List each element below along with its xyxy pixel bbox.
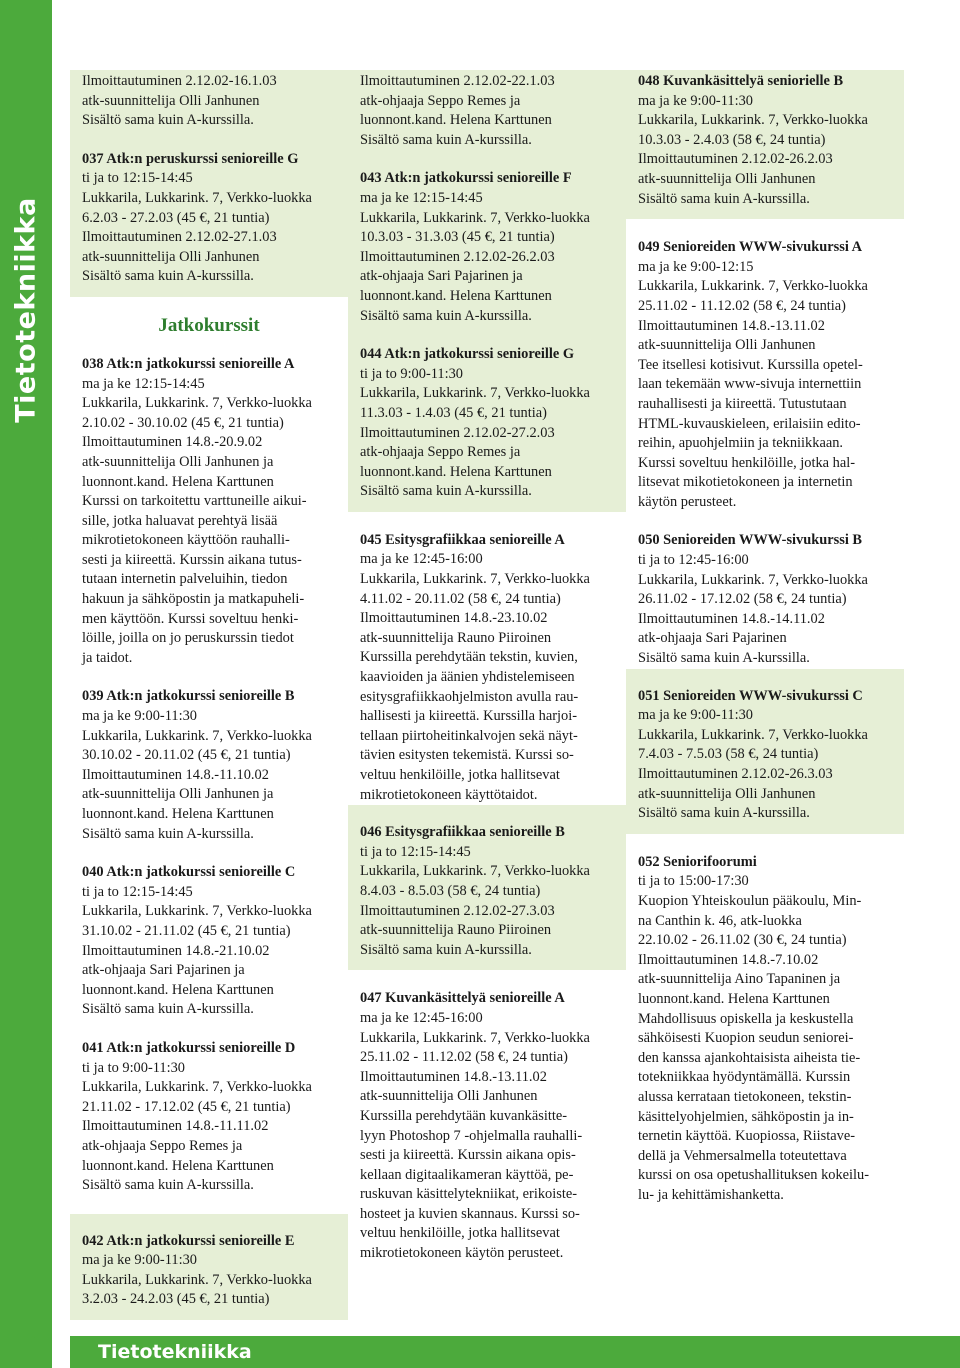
text-line: luonnont.kand. Helena Karttunen	[82, 981, 274, 998]
course-038	[82, 355, 336, 669]
text-line: Ilmoittautuminen 2.12.02-27.2.03	[360, 424, 555, 441]
text-line: Lukkarila, Lukkarink. 7, Verkko-luokka	[360, 571, 590, 588]
text-line: hallisesti ja kiireettä. Kurssilla harjoi-	[360, 708, 577, 725]
text-line: men käyttöön. Kurssi soveltuu henki-	[82, 610, 299, 627]
course-050	[638, 531, 892, 668]
text-line: Lukkarila, Lukkarink. 7, Verkko-luokka	[638, 112, 868, 129]
text-line: Kurssi on tarkoitettu varttuneille aikui-	[82, 493, 307, 510]
text-line: 2.10.02 - 30.10.02 (45 €, 21 tuntia)	[82, 414, 284, 431]
text-line: Ilmoittautuminen 14.8.-14.11.02	[638, 610, 825, 627]
text-line: ma ja ke 9:00-11:30	[82, 708, 197, 725]
text-line: Lukkarila, Lukkarink. 7, Verkko-luokka	[82, 1271, 312, 1288]
text-line: luonnont.kand. Helena Karttunen	[360, 463, 552, 480]
course-042	[70, 1214, 348, 1320]
course-title: 038 Atk:n jatkokurssi senioreille A	[82, 355, 295, 372]
text-line: Sisältö sama kuin A-kurssilla.	[82, 825, 254, 842]
course-title: 047 Kuvankäsittelyä senioreille A	[360, 990, 565, 1007]
text-line: laan tekemään www-sivuja internettiin	[638, 376, 862, 393]
course-title: 048 Kuvankäsittelyä seniorielle B	[638, 73, 844, 89]
text-line: Lukkarila, Lukkarink. 7, Verkko-luokka	[360, 385, 590, 402]
text-line: alussa kerrataan tietokoneen, tekstin-	[638, 1088, 852, 1105]
course-title: 051 Senioreiden WWW-sivukurssi C	[638, 687, 863, 704]
text-line: dellä ja Vehmersalmella toteutettava	[638, 1147, 847, 1164]
text-line: Ilmoittautuminen 2.12.02-27.1.03	[82, 229, 277, 246]
course-title: 049 Senioreiden WWW-sivukurssi A	[638, 239, 863, 256]
course-052	[638, 853, 892, 1206]
text-line: Sisältö sama kuin A-kurssilla.	[360, 131, 532, 148]
text-line: Ilmoittautuminen 2.12.02-16.1.03	[82, 73, 277, 89]
text-line: luonnont.kand. Helena Karttunen	[82, 806, 274, 822]
text-line: mikrotietokoneen käyttöön rauhalli-	[82, 532, 290, 549]
text-line: Lukkarila, Lukkarink. 7, Verkko-luokka	[360, 863, 590, 880]
text-line: reihin, apuohjelmiin ja tekniikkaan.	[638, 435, 844, 452]
text-line: Lukkarila, Lukkarink. 7, Verkko-luokka	[360, 209, 590, 226]
text-line: 31.10.02 - 21.11.02 (45 €, 21 tuntia)	[82, 922, 291, 939]
text-line: tutaan internetin palveluihin, tiedon	[82, 571, 288, 588]
text-line: Tee itsellesi kotisivut. Kurssilla opetel-	[638, 356, 863, 373]
text-line: Lukkarila, Lukkarink. 7, Verkko-luokka	[82, 903, 312, 920]
text-line: atk-suunnittelija Olli Janhunen	[638, 170, 816, 187]
course-048	[626, 70, 904, 219]
text-line: ti ja to 9:00-11:30	[360, 365, 463, 382]
text-line: Lukkarila, Lukkarink. 7, Verkko-luokka	[638, 278, 868, 295]
course-045	[360, 531, 614, 805]
text-line: atk-suunnittelija Rauno Piiroinen	[360, 629, 552, 646]
text-line: ma ja ke 9:00-11:30	[638, 92, 753, 109]
plain-box	[348, 970, 626, 1263]
text-line: totekniikkaa hyödyntämällä. Kurssin	[638, 1069, 851, 1086]
text-line: ma ja ke 12:45-16:00	[360, 1009, 483, 1026]
text-line: 4.11.02 - 20.11.02 (58 €, 24 tuntia)	[360, 590, 561, 607]
intro-block	[82, 72, 336, 131]
text-line: Kuopion Yhteiskoulun pääkoulu, Min-	[638, 892, 862, 909]
text-line: tellaan piirtoheitinkalvojen sekä näyt-	[360, 727, 578, 744]
text-line: atk-suunnittelija Olli Janhunen	[82, 92, 260, 109]
text-line: atk-ohjaaja Sari Pajarinen ja	[360, 268, 523, 285]
text-line: ma ja ke 9:00-12:15	[638, 258, 754, 275]
text-line: Ilmoittautuminen 14.8.-13.11.02	[360, 1068, 547, 1085]
text-line: ti ja to 12:45-16:00	[638, 552, 749, 569]
text-line: Lukkarila, Lukkarink. 7, Verkko-luokka	[638, 726, 868, 743]
text-line: sille, jotka haluavat perehtyä lisää	[82, 512, 278, 529]
text-line: mikrotietokoneen käytön perusteet.	[360, 1245, 564, 1262]
text-line: ma ja ke 12:15-14:45	[82, 375, 205, 392]
text-line: Lukkarila, Lukkarink. 7, Verkko-luokka	[82, 395, 312, 412]
plain-box	[70, 315, 348, 1196]
text-line: ti ja to 12:15-14:45	[360, 843, 471, 860]
text-line: 3.2.03 - 24.2.03 (45 €, 21 tuntia)	[82, 1291, 270, 1308]
text-line: Sisältö sama kuin A-kurssilla.	[360, 307, 532, 324]
course-title: 042 Atk:n jatkokurssi senioreille E	[82, 1232, 295, 1249]
text-line: Ilmoittautuminen 14.8.-7.10.02	[638, 951, 819, 968]
text-line: lu- ja kehittämishanketta.	[638, 1186, 784, 1203]
course-043	[360, 169, 614, 326]
text-line: litsevat mikotietokoneen ja internetin	[638, 474, 853, 491]
text-line: Lukkarila, Lukkarink. 7, Verkko-luokka	[82, 189, 312, 206]
text-line: mikrotietokoneen käyttötaidot.	[360, 786, 538, 803]
text-line: atk-suunnittelija Olli Janhunen ja	[82, 453, 274, 470]
column-3	[626, 70, 904, 1205]
text-line: Lukkarila, Lukkarink. 7, Verkko-luokka	[360, 1029, 590, 1046]
text-line: ma ja ke 9:00-11:30	[82, 1252, 197, 1269]
page-number: 14	[15, 1331, 41, 1352]
text-line: Ilmoittautuminen 14.8.-11.10.02	[82, 766, 269, 783]
plain-box	[626, 834, 904, 1206]
text-line: 8.4.03 - 8.5.03 (58 €, 24 tuntia)	[360, 882, 541, 899]
text-line: sähköisesti Kuopion seudun seniorei-	[638, 1030, 854, 1047]
text-line: ti ja to 9:00-11:30	[82, 1059, 185, 1076]
course-049	[638, 238, 892, 512]
text-line: Sisältö sama kuin A-kurssilla.	[360, 941, 532, 958]
footer-bar	[70, 1336, 960, 1368]
text-line: hosteet ja kuvien skannaus. Kurssi so-	[360, 1205, 580, 1222]
text-line: Sisältö sama kuin A-kurssilla.	[360, 483, 532, 500]
course-051	[626, 669, 904, 834]
text-line: Lukkarila, Lukkarink. 7, Verkko-luokka	[82, 1079, 312, 1096]
column-1	[70, 70, 348, 1320]
text-line: sesti ja kiireettä. Kurssin aikana tutus-	[82, 551, 302, 568]
course-title: 039 Atk:n jatkokurssi senioreille B	[82, 688, 295, 705]
text-line: sesti ja kiireettä. Kurssin aikana opis-	[360, 1147, 576, 1164]
shaded-box	[70, 70, 348, 297]
text-line: ruskuvan käsittelytekniikat, erikoiste-	[360, 1186, 578, 1203]
text-line: Ilmoittautuminen 2.12.02-27.3.03	[360, 902, 555, 919]
text-line: atk-suunnittelija Olli Janhunen	[360, 1088, 538, 1105]
text-line: 30.10.02 - 20.11.02 (45 €, 21 tuntia)	[82, 747, 291, 764]
side-section-title: Tietotekniikka	[10, 197, 42, 423]
text-line: Sisältö sama kuin A-kurssilla.	[82, 268, 254, 285]
text-line: 26.11.02 - 17.12.02 (58 €, 24 tuntia)	[638, 591, 847, 608]
course-title: 052 Seniorifoorumi	[638, 853, 757, 870]
text-line: atk-ohjaaja Seppo Remes ja	[360, 444, 521, 461]
text-line: atk-ohjaaja Sari Pajarinen	[638, 630, 787, 647]
text-line: Sisältö sama kuin A-kurssilla.	[638, 805, 810, 822]
text-line: hakuun ja sähköpostin ja matkapuheli-	[82, 591, 305, 608]
text-line: Ilmoittautuminen 14.8.-21.10.02	[82, 942, 270, 959]
text-line: luonnont.kand. Helena Karttunen	[360, 112, 552, 129]
text-line: 10.3.03 - 31.3.03 (45 €, 21 tuntia)	[360, 229, 555, 246]
course-046	[348, 805, 626, 970]
course-title: 050 Senioreiden WWW-sivukurssi B	[638, 532, 863, 549]
text-line: luonnont.kand. Helena Karttunen	[360, 287, 552, 304]
text-line: luonnont.kand. Helena Karttunen	[638, 990, 830, 1007]
text-line: HTML-kuvauskieleen, erilaisiin edito-	[638, 415, 861, 432]
text-line: ma ja ke 9:00-11:30	[638, 707, 753, 724]
text-line: atk-suunnittelija Aino Tapaninen ja	[638, 971, 841, 988]
text-line: ti ja to 15:00-17:30	[638, 873, 749, 890]
text-line: atk-ohjaaja Sari Pajarinen ja	[82, 962, 245, 979]
text-line: Lukkarila, Lukkarink. 7, Verkko-luokka	[82, 727, 312, 744]
text-line: käsittelyohjelmien, sähköpostin ja in-	[638, 1108, 854, 1125]
text-line: käytön perusteet.	[638, 493, 737, 510]
course-041	[82, 1039, 336, 1196]
text-line: Kurssi soveltuu henkilöille, jotka hal-	[638, 454, 856, 471]
text-line: rauhallisesti ja kiireettä. Tutustutaan	[638, 395, 847, 412]
text-line: Ilmoittautuminen 14.8.-23.10.02	[360, 610, 548, 627]
text-line: Ilmoittautuminen 14.8.-11.11.02	[82, 1118, 269, 1135]
text-line: atk-ohjaaja Seppo Remes ja	[82, 1137, 243, 1154]
text-line: kaavioiden ja äänien yhdistelemiseen	[360, 669, 575, 686]
text-line: Kurssilla perehdytään kuvankäsitte-	[360, 1107, 567, 1124]
text-line: Ilmoittautuminen 2.12.02-22.1.03	[360, 73, 555, 89]
text-line: na Canthin k. 46, atk-luokka	[638, 912, 802, 929]
text-line: ma ja ke 12:15-14:45	[360, 189, 483, 206]
course-title: 043 Atk:n jatkokurssi senioreille F	[360, 170, 572, 187]
course-title: 045 Esitysgrafiikkaa senioreille A	[360, 531, 565, 548]
text-line: ja taidot.	[82, 649, 133, 666]
shaded-box	[348, 70, 626, 512]
course-title: 037 Atk:n peruskurssi senioreille G	[82, 150, 299, 167]
section-heading: Jatkokurssit	[158, 314, 260, 336]
text-line: Lukkarila, Lukkarink. 7, Verkko-luokka	[638, 571, 868, 588]
course-title: 040 Atk:n jatkokurssi senioreille C	[82, 864, 296, 881]
text-line: atk-suunnittelija Olli Janhunen ja	[82, 786, 274, 803]
course-037	[82, 150, 336, 287]
text-line: kellaan digitaalikameran käyttöä, pe-	[360, 1166, 574, 1183]
text-line: lyyn Photoshop 7 -ohjelmalla rauhalli-	[360, 1127, 583, 1144]
text-line: 11.3.03 - 1.4.03 (45 €, 21 tuntia)	[360, 404, 547, 421]
text-line: atk-suunnittelija Rauno Piiroinen	[360, 922, 552, 939]
text-line: Sisältö sama kuin A-kurssilla.	[82, 1001, 254, 1018]
text-line: Sisältö sama kuin A-kurssilla.	[638, 650, 810, 667]
text-line: ternetin käyttöä. Kuopiossa, Riistave-	[638, 1128, 856, 1145]
course-039	[82, 687, 336, 844]
text-line: ti ja to 12:15-14:45	[82, 170, 193, 187]
text-line: Kurssilla perehdytään tekstin, kuvien,	[360, 649, 578, 666]
text-line: veltuu henkilöille, jotka hallitsevat	[360, 1225, 560, 1242]
text-line: Ilmoittautuminen 14.8.-20.9.02	[82, 434, 263, 451]
text-line: löille, joilla on jo peruskurssin tiedot	[82, 630, 294, 647]
text-line: 25.11.02 - 11.12.02 (58 €, 24 tuntia)	[360, 1049, 568, 1066]
column-2	[348, 70, 626, 1264]
text-line: atk-suunnittelija Olli Janhunen	[82, 248, 260, 265]
text-line: luonnont.kand. Helena Karttunen	[82, 1157, 274, 1174]
text-line: ti ja to 12:15-14:45	[82, 883, 193, 900]
text-line: esitysgrafiikkaohjelmiston avulla rau-	[360, 688, 579, 705]
text-line: kurssi on osa opetushallituksen kokeilu-	[638, 1167, 870, 1184]
course-title: 044 Atk:n jatkokurssi senioreille G	[360, 346, 575, 363]
text-line: Sisältö sama kuin A-kurssilla.	[82, 112, 254, 129]
course-040	[82, 863, 336, 1020]
text-line: den kanssa ajankohtaisista aiheista tie-	[638, 1049, 861, 1066]
footer-label: Tietotekniikka	[98, 1341, 252, 1363]
text-line: ma ja ke 12:45-16:00	[360, 551, 483, 568]
intro-block	[360, 72, 614, 150]
text-line: Mahdollisuus opiskella ja keskustella	[638, 1010, 854, 1027]
course-047	[360, 989, 614, 1263]
text-line: veltuu henkilöille, jotka hallitsevat	[360, 767, 560, 783]
course-044	[360, 345, 614, 502]
text-line: Sisältö sama kuin A-kurssilla.	[82, 1177, 254, 1194]
text-line: Ilmoittautuminen 2.12.02-26.3.03	[638, 766, 833, 782]
text-line: Sisältö sama kuin A-kurssilla.	[638, 190, 810, 207]
plain-box	[348, 512, 626, 805]
text-line: 22.10.02 - 26.11.02 (30 €, 24 tuntia)	[638, 932, 847, 949]
text-line: 25.11.02 - 11.12.02 (58 €, 24 tuntia)	[638, 297, 846, 314]
text-line: luonnont.kand. Helena Karttunen	[82, 473, 274, 490]
text-line: atk-ohjaaja Seppo Remes ja	[360, 92, 521, 109]
course-title: 041 Atk:n jatkokurssi senioreille D	[82, 1039, 296, 1056]
text-line: atk-suunnittelija Olli Janhunen	[638, 785, 816, 802]
course-title: 046 Esitysgrafiikkaa senioreille B	[360, 824, 565, 841]
plain-box	[626, 219, 904, 668]
text-line: Ilmoittautuminen 2.12.02-26.2.03	[638, 151, 833, 168]
text-line: 21.11.02 - 17.12.02 (45 €, 21 tuntia)	[82, 1098, 291, 1115]
text-line: Ilmoittautuminen 2.12.02-26.2.03	[360, 248, 555, 265]
text-line: 7.4.03 - 7.5.03 (58 €, 24 tuntia)	[638, 746, 819, 763]
text-line: Ilmoittautuminen 14.8.-13.11.02	[638, 317, 825, 334]
text-line: tävien esitysten tekemistä. Kurssi so-	[360, 747, 574, 764]
text-line: 10.3.03 - 2.4.03 (58 €, 24 tuntia)	[638, 131, 826, 148]
text-line: atk-suunnittelija Olli Janhunen	[638, 337, 816, 354]
text-line: 6.2.03 - 27.2.03 (45 €, 21 tuntia)	[82, 209, 270, 226]
